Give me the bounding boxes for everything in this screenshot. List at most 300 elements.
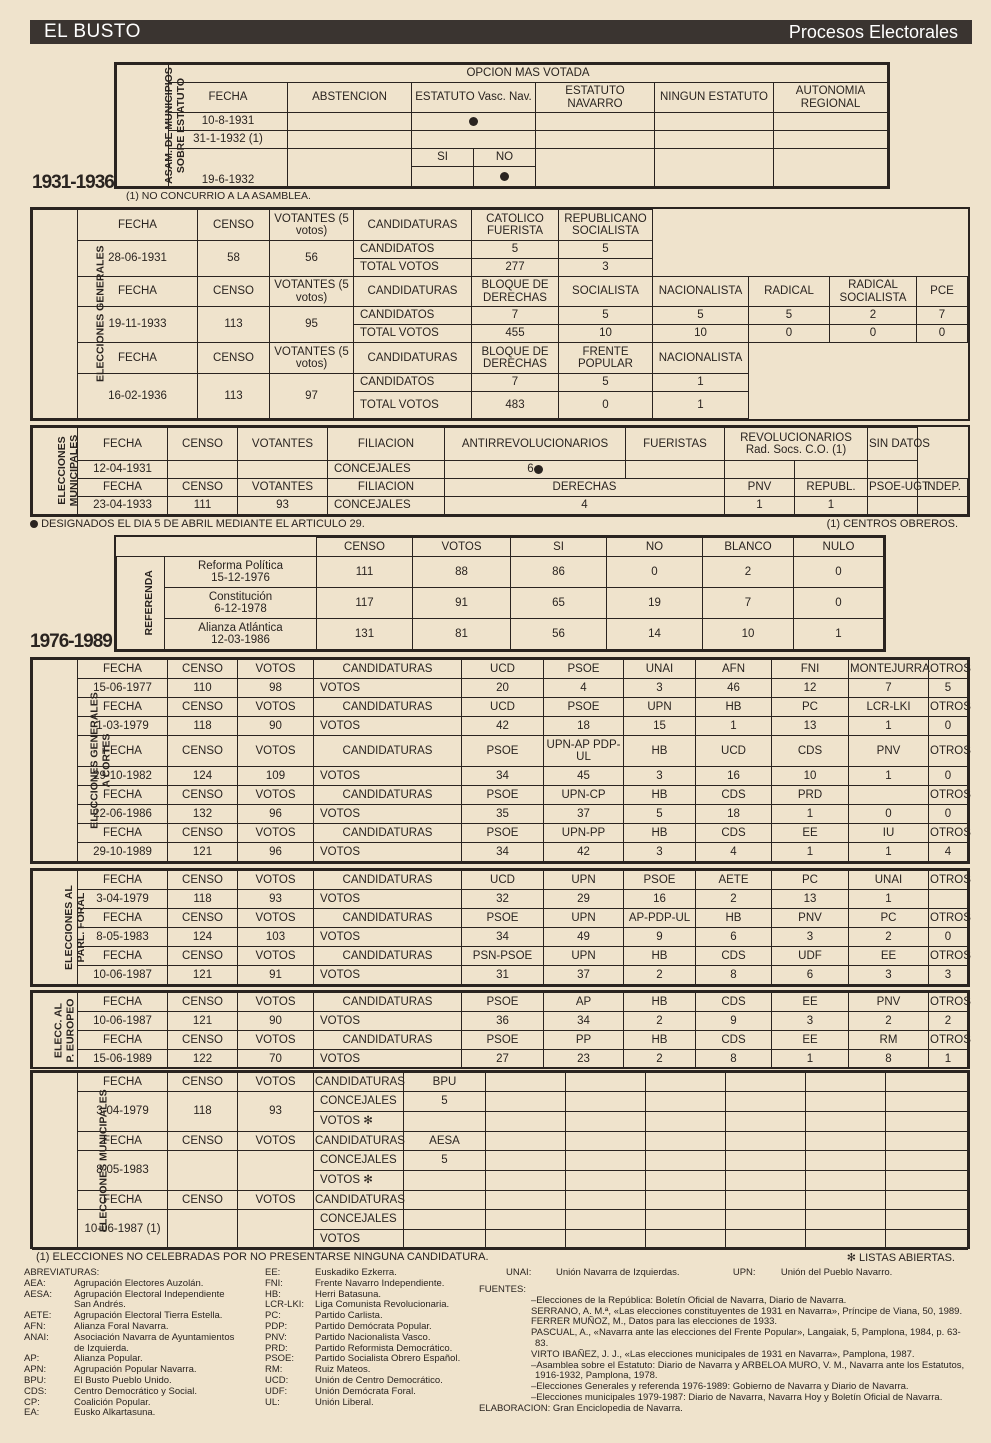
value-cell: 0 (794, 557, 884, 588)
col-candidaturas: CANDIDATURAS (314, 947, 462, 966)
empty-cell (806, 1210, 886, 1230)
col-fecha: FECHA (78, 993, 168, 1012)
value-cell: 10 (772, 767, 849, 786)
abbrev-key: LCR-LKI: (265, 1299, 305, 1311)
abbrev-text: Agrupación Electoral Independiente (74, 1288, 225, 1300)
value-cell: 13 (772, 717, 849, 736)
header-title: EL BUSTO (44, 21, 141, 42)
value-cell: 2 (830, 307, 917, 325)
empty-cell (726, 1191, 806, 1210)
value-cell: 2 (849, 1012, 929, 1031)
abbrev-text: Partido Carlista. (315, 1310, 383, 1322)
col-filiacion: FILIACION (328, 428, 445, 461)
empty-cell (486, 1191, 566, 1210)
censo-cell: 132 (168, 805, 238, 824)
pe-table (30, 990, 970, 1069)
value-cell: 1 (772, 843, 849, 862)
censo-cell: 118 (168, 1092, 238, 1132)
row-label: TOTAL VOTOS (354, 259, 472, 277)
party-name: EE (772, 824, 849, 843)
value-cell: 15 (624, 717, 696, 736)
value-cell: 0 (849, 805, 929, 824)
empty-cell (646, 1132, 726, 1151)
party-name: PSOE (462, 909, 544, 928)
party-name: OTROS (929, 871, 968, 890)
row-label: VOTOS (314, 843, 462, 862)
empty-cell (486, 1092, 566, 1112)
value-cell: 9 (624, 928, 696, 947)
empty-cell (726, 1171, 806, 1191)
col-derechas: DERECHAS (445, 479, 725, 497)
party-name: OTROS (929, 1031, 968, 1050)
abbrev-text: Euskadiko Ezkerra. (315, 1267, 397, 1278)
col-candidaturas: CANDIDATURAS (314, 1191, 404, 1210)
party-name: AP (544, 993, 624, 1012)
abbrev-text: Liga Comunista Revolucionaria. (315, 1299, 450, 1311)
value-cell: 1 (772, 1050, 849, 1069)
page-header (30, 20, 972, 44)
empty-cell (404, 1112, 486, 1132)
abbrev-text: El Busto Pueblo Unido. (74, 1374, 172, 1386)
col-censo: CENSO (198, 277, 270, 307)
empty-cell (646, 1151, 726, 1171)
party-name: PC (849, 909, 929, 928)
col-candidaturas: CANDIDATURAS (314, 698, 462, 717)
col-votos: VOTOS (238, 786, 314, 805)
party-name: EE (772, 993, 849, 1012)
em-note-right: ✻ LISTAS ABIERTAS. (846, 1252, 955, 1264)
value-cell: 5 (653, 307, 749, 325)
row-label: VOTOS (314, 1012, 462, 1031)
party-name: UPN (624, 698, 696, 717)
party-name: UCD (462, 871, 544, 890)
value-cell: 1 (794, 619, 884, 650)
bullet-icon (30, 520, 38, 528)
col-sin-datos: SIN DATOS (868, 428, 918, 461)
col-candidaturas: CANDIDATURAS (314, 1073, 404, 1092)
row-label: VOTOS (314, 890, 462, 909)
date-cell: 10-06-1987 (78, 1012, 168, 1031)
empty-cell (886, 1112, 968, 1132)
pf-label (33, 871, 87, 985)
bullet-icon (469, 117, 478, 126)
party-name: RADICAL (749, 277, 830, 307)
party-name: PSOE (462, 993, 544, 1012)
col-votos: VOTOS (238, 660, 314, 679)
abbrev-key: EE: (265, 1267, 281, 1278)
value-cell: 1 (849, 843, 929, 862)
empty-cell (646, 1210, 726, 1230)
party-name: NACIONALISTA (653, 343, 749, 374)
value-cell: 5 (559, 241, 653, 259)
party-name: UPN (544, 909, 624, 928)
col-candidaturas: CANDIDATURAS (354, 277, 472, 307)
date-cell: 22-06-1986 (78, 805, 168, 824)
party-name (849, 786, 929, 805)
party-name: PSOE (544, 660, 624, 679)
empty-cell (806, 1191, 886, 1210)
egc-label (33, 660, 113, 862)
col-candidaturas: CANDIDATURAS (314, 1132, 404, 1151)
date-cell: 3-04-1979 (78, 1092, 168, 1132)
abbrev-key: PRD: (265, 1342, 288, 1354)
row-label: CONCEJALES (314, 1210, 404, 1230)
votos-cell (238, 1210, 314, 1250)
value-cell: 7 (849, 679, 929, 698)
empty-cell (806, 1171, 886, 1191)
col-indep: INDEP. (918, 479, 968, 497)
row-label: VOTOS (314, 928, 462, 947)
value-cell (918, 497, 968, 515)
col-fecha: FECHA (78, 909, 168, 928)
col-censo: CENSO (168, 871, 238, 890)
value-cell: 65 (511, 588, 607, 619)
date-cell: 3-04-1979 (78, 890, 168, 909)
party-name: CATOLICO FUERISTA (472, 210, 559, 241)
abbrev-key: APN: (24, 1364, 47, 1376)
value-cell: 5 (624, 805, 696, 824)
value-cell: 1 (653, 374, 749, 392)
abbrev-item (24, 1290, 234, 1301)
col-votos: VOTOS (413, 538, 511, 557)
value-cell: 5 (749, 307, 830, 325)
value-cell (404, 1210, 486, 1230)
col-candidaturas: CANDIDATURAS (314, 1031, 462, 1050)
row-label: CONCEJALES (328, 461, 445, 479)
value-cell: 4 (929, 843, 968, 862)
abbrev-key: HB: (265, 1288, 281, 1300)
value-cell: 4 (696, 843, 772, 862)
party-name: PNV (849, 993, 929, 1012)
value-cell: 9 (696, 1012, 772, 1031)
value-cell: 29 (544, 890, 624, 909)
abbrev-key: PNV: (265, 1331, 287, 1343)
referendum-name (165, 619, 317, 650)
col-fecha: FECHA (78, 698, 168, 717)
party-name: HB (624, 786, 696, 805)
party-name: PC (772, 698, 849, 717)
value-cell: 3 (559, 259, 653, 277)
abbrev-text: Alianza Foral Navarra. (74, 1320, 169, 1332)
party-name: OTROS (929, 909, 968, 928)
col-censo: CENSO (198, 343, 270, 374)
empty-cell (486, 1132, 566, 1151)
empty-cell (566, 1230, 646, 1250)
value-cell: 1 (696, 717, 772, 736)
abbrev-text: Partido Reformista Democrático. (315, 1342, 453, 1354)
empty-cell (726, 1210, 806, 1230)
abbrev-text: Coalición Popular. (74, 1396, 151, 1408)
empty-cell (806, 1132, 886, 1151)
header-subtitle: Procesos Electorales (788, 22, 958, 42)
party-name: EE (849, 947, 929, 966)
value-cell: 34 (462, 767, 544, 786)
em-label: ELECCIONES MUNICIPALES (97, 1089, 110, 1233)
source-line: SERRANO, A. M.ª, «Las elecciones constituyentes de 1931 en Navarra», Príncipe de Viana, 50, 1989. (531, 1305, 963, 1317)
date-cell: 16-02-1936 (78, 374, 198, 419)
value-cell: 5 (559, 374, 653, 392)
col-antirrevolucionarios: ANTIRREVOLUCIONARIOS (445, 428, 626, 461)
party-name: PSOE (462, 824, 544, 843)
asamblea-note: (1) NO CONCURRIO A LA ASAMBLEA. (126, 190, 311, 202)
col-censo: CENSO (168, 947, 238, 966)
em31-label-2: MUNICIPALES (67, 435, 80, 507)
empty-cell (886, 1210, 968, 1230)
party-name: HB (624, 1031, 696, 1050)
party-name: CDS (696, 1031, 772, 1050)
empty-cell (566, 1112, 646, 1132)
votantes-cell: 97 (270, 374, 354, 419)
empty-cell (404, 1171, 486, 1191)
col-censo: CENSO (168, 1031, 238, 1050)
asamblea-label: ASAM. DE MUNICIPIOS (162, 67, 175, 184)
value-cell: 34 (462, 928, 544, 947)
value-cell: 42 (544, 843, 624, 862)
party-name: RM (849, 1031, 929, 1050)
value-cell: 1 (795, 497, 868, 515)
em31-note-right: (1) CENTROS OBREROS. (826, 518, 958, 530)
empty-cell (486, 1112, 566, 1132)
referenda-label: REFERENDA (142, 570, 155, 636)
empty-cell (486, 1171, 566, 1191)
abbrev-key: AFN: (24, 1320, 46, 1332)
value-cell: 7 (917, 307, 968, 325)
col-fecha: FECHA (78, 1073, 168, 1092)
value-cell: 0 (749, 325, 830, 343)
abbrev-text: Unión Navarra de Izquierdas. (556, 1267, 680, 1278)
em-label (33, 1073, 110, 1250)
source-line: VIRTO IBAÑEZ, J. J., «Las elecciones municipales de 1931 en Navarra», Pamplona, 1987. (531, 1348, 915, 1360)
value-cell: 35 (462, 805, 544, 824)
value-cell: 8 (696, 966, 772, 985)
party-name: UPN-PP (544, 824, 624, 843)
row-label: VOTOS (314, 717, 462, 736)
value-cell: 18 (696, 805, 772, 824)
source-line: –Asamblea sobre el Estatuto: Diario de Navarra y ARBELOA MURO, V. M., Navarra ante los Estatutos, 1916-1932, Pamplona, 1978. (531, 1359, 965, 1382)
value-cell: 0 (929, 767, 968, 786)
value-cell: 5 (404, 1092, 486, 1112)
abbrev-key: FNI: (265, 1277, 283, 1289)
ref-date: 15-12-1976 (211, 572, 270, 584)
votos-cell: 96 (238, 805, 314, 824)
empty-cell (726, 1132, 806, 1151)
party-name: CDS (696, 993, 772, 1012)
party-name: PCE (917, 277, 968, 307)
col-votos: VOTOS (238, 824, 314, 843)
empty-cell (566, 1092, 646, 1112)
row-label: CANDIDATOS (354, 241, 472, 259)
em-note: (1) ELECCIONES NO CELEBRADAS POR NO PRESENTARSE NINGUNA CANDIDATURA. (36, 1251, 489, 1263)
party-name: UCD (462, 698, 544, 717)
abbrev-text: de Izquierda. (74, 1342, 129, 1354)
votos-cell: 103 (238, 928, 314, 947)
col-fecha: FECHA (78, 428, 168, 461)
col-fecha: FECHA (78, 947, 168, 966)
party-name: PNV (849, 736, 929, 767)
opcion-header: OPCION MAS VOTADA (169, 65, 888, 83)
votos-cell: 93 (238, 890, 314, 909)
party-name: EE (772, 1031, 849, 1050)
value-cell: 2 (849, 928, 929, 947)
col-fecha: FECHA (78, 210, 198, 241)
abbrev-text: Unión del Pueblo Navarro. (780, 1267, 893, 1278)
value-cell: 2 (696, 890, 772, 909)
value-cell: 1 (772, 805, 849, 824)
col-estatuto-vn: ESTATUTO Vasc. Nav. (412, 83, 536, 113)
value-cell: 16 (696, 767, 772, 786)
col-abstencion: ABSTENCION (288, 83, 412, 113)
value-cell: 117 (317, 588, 413, 619)
party-name: LCR-LKI (849, 698, 929, 717)
party-name: OTROS (929, 993, 968, 1012)
empty-cell (726, 1112, 806, 1132)
party-name: HB (624, 947, 696, 966)
abbrev-text: Asociación Navarra de Ayuntamientos (74, 1331, 235, 1343)
party-name: CDS (772, 736, 849, 767)
col-fecha: FECHA (78, 1132, 168, 1151)
votantes-cell: 93 (238, 497, 328, 515)
value-cell: 12 (772, 679, 849, 698)
eg31-label: ELECCIONES GENERALES (94, 245, 107, 383)
abbrev-text: San Andrés. (74, 1299, 126, 1311)
value-cell (929, 890, 968, 909)
empty-cell (886, 1132, 968, 1151)
party-name: UCD (462, 660, 544, 679)
party-name (404, 1191, 486, 1210)
value-cell: 8 (849, 1050, 929, 1069)
col-candidaturas: CANDIDATURAS (314, 909, 462, 928)
abbrev-key: AP: (24, 1353, 40, 1365)
abbrev-text: Ruiz Mateos. (315, 1364, 371, 1376)
egc-table (30, 657, 970, 864)
row-label: VOTOS (314, 767, 462, 786)
value-cell: 27 (462, 1050, 544, 1069)
empty-cell (646, 1171, 726, 1191)
value-cell: 0 (607, 557, 703, 588)
abbrev-text: Herri Batasuna. (315, 1288, 382, 1300)
party-name: UDF (772, 947, 849, 966)
abbrev-key: AEA: (24, 1277, 46, 1289)
abbrev-text: Agrupación Electores Auzolán. (74, 1277, 204, 1289)
col-censo: CENSO (168, 909, 238, 928)
party-name: AETE (696, 871, 772, 890)
value-cell: 3 (929, 966, 968, 985)
col-ningun: NINGUN ESTATUTO (655, 83, 774, 113)
party-name: OTROS (929, 947, 968, 966)
value-cell: 86 (511, 557, 607, 588)
date-cell: 1-03-1979 (78, 717, 168, 736)
col-censo: CENSO (168, 824, 238, 843)
value-cell: 3 (624, 767, 696, 786)
col-candidaturas: CANDIDATURAS (354, 210, 472, 241)
abbrev-key: RM: (265, 1364, 283, 1376)
row-label: VOTOS (314, 966, 462, 985)
abbrev-item (265, 1398, 460, 1409)
empty-cell (886, 1073, 968, 1092)
value-cell (868, 497, 918, 515)
col-candidaturas: CANDIDATURAS (314, 871, 462, 890)
value-cell: 1 (725, 497, 795, 515)
abbrev-key: AETE: (24, 1310, 52, 1322)
empty-cell (726, 1230, 806, 1250)
pf-table (30, 868, 970, 987)
col-votantes: VOTANTES (5 votos) (270, 210, 354, 241)
date-cell: 10-8-1931 (169, 113, 288, 131)
value-cell: 4 (445, 497, 725, 515)
col-fecha: FECHA (78, 786, 168, 805)
value-cell: 455 (472, 325, 559, 343)
col-votantes: VOTANTES (238, 479, 328, 497)
censo-cell: 122 (168, 1050, 238, 1069)
abbrev-text: Partido Nacionalista Vasco. (315, 1331, 431, 1343)
value-cell: 46 (696, 679, 772, 698)
em-table (30, 1070, 970, 1249)
empty-cell (806, 1073, 886, 1092)
censo-cell: 124 (168, 928, 238, 947)
value-cell: 1 (929, 1050, 968, 1069)
egc-label-2: A CORTES (100, 733, 113, 788)
party-name: SOCIALISTA (559, 277, 653, 307)
abbrev-text: Partido Socialista Obrero Español. (315, 1353, 461, 1365)
row-label: TOTAL VOTOS (354, 392, 472, 419)
source-line: PASCUAL, A., «Navarra ante las elecciones del Frente Popular», Langaiak, 5, Pamplona, 1984, p. 63-83. (531, 1327, 961, 1349)
ref-date: 12-03-1986 (211, 634, 270, 646)
party-name: PSOE (462, 786, 544, 805)
rev-label: REVOLUCIONARIOS (740, 431, 852, 444)
value-cell: 1 (849, 717, 929, 736)
abbrev-key: PSOE: (265, 1353, 295, 1365)
col-nulo: NULO (794, 538, 884, 557)
col-fueristas: FUERISTAS (626, 428, 725, 461)
party-name: OTROS (929, 736, 968, 767)
col-fecha: FECHA (78, 660, 168, 679)
value-cell: 91 (413, 588, 511, 619)
abbreviations-col1 (24, 1268, 234, 1419)
value-cell: 81 (413, 619, 511, 650)
col-no: NO (607, 538, 703, 557)
value-cell: 16 (624, 890, 696, 909)
value-cell: 19 (607, 588, 703, 619)
value-cell: 3 (849, 966, 929, 985)
value-cell: 8 (696, 1050, 772, 1069)
party-name: HB (696, 698, 772, 717)
party-name: UCD (696, 736, 772, 767)
party-name: RADICAL SOCIALISTA (830, 277, 917, 307)
party-name: HB (624, 736, 696, 767)
col-republ: REPUBL. (795, 479, 868, 497)
abbrev-text: Agrupación Electoral Tierra Estella. (74, 1310, 223, 1322)
value-cell: 0 (794, 588, 884, 619)
empty-cell (486, 1210, 566, 1230)
party-name: BPU (404, 1073, 486, 1092)
col-votos: VOTOS (238, 736, 314, 767)
value-cell: 7 (472, 307, 559, 325)
value-cell: 42 (462, 717, 544, 736)
censo-cell: 113 (198, 374, 270, 419)
value-cell: 37 (544, 805, 624, 824)
row-label: VOTOS (314, 805, 462, 824)
date-cell: 31-1-1932 (1) (169, 131, 288, 149)
party-name: OTROS (929, 786, 968, 805)
abbrev-key: PC: (265, 1310, 281, 1322)
value-cell: 0 (917, 325, 968, 343)
sources-title: FUENTES: (479, 1284, 526, 1295)
bullet-icon (534, 465, 543, 474)
value-cell: 45 (544, 767, 624, 786)
referenda-table (114, 535, 886, 652)
censo-cell: 121 (168, 966, 238, 985)
abbrev-key: CDS: (24, 1385, 47, 1397)
